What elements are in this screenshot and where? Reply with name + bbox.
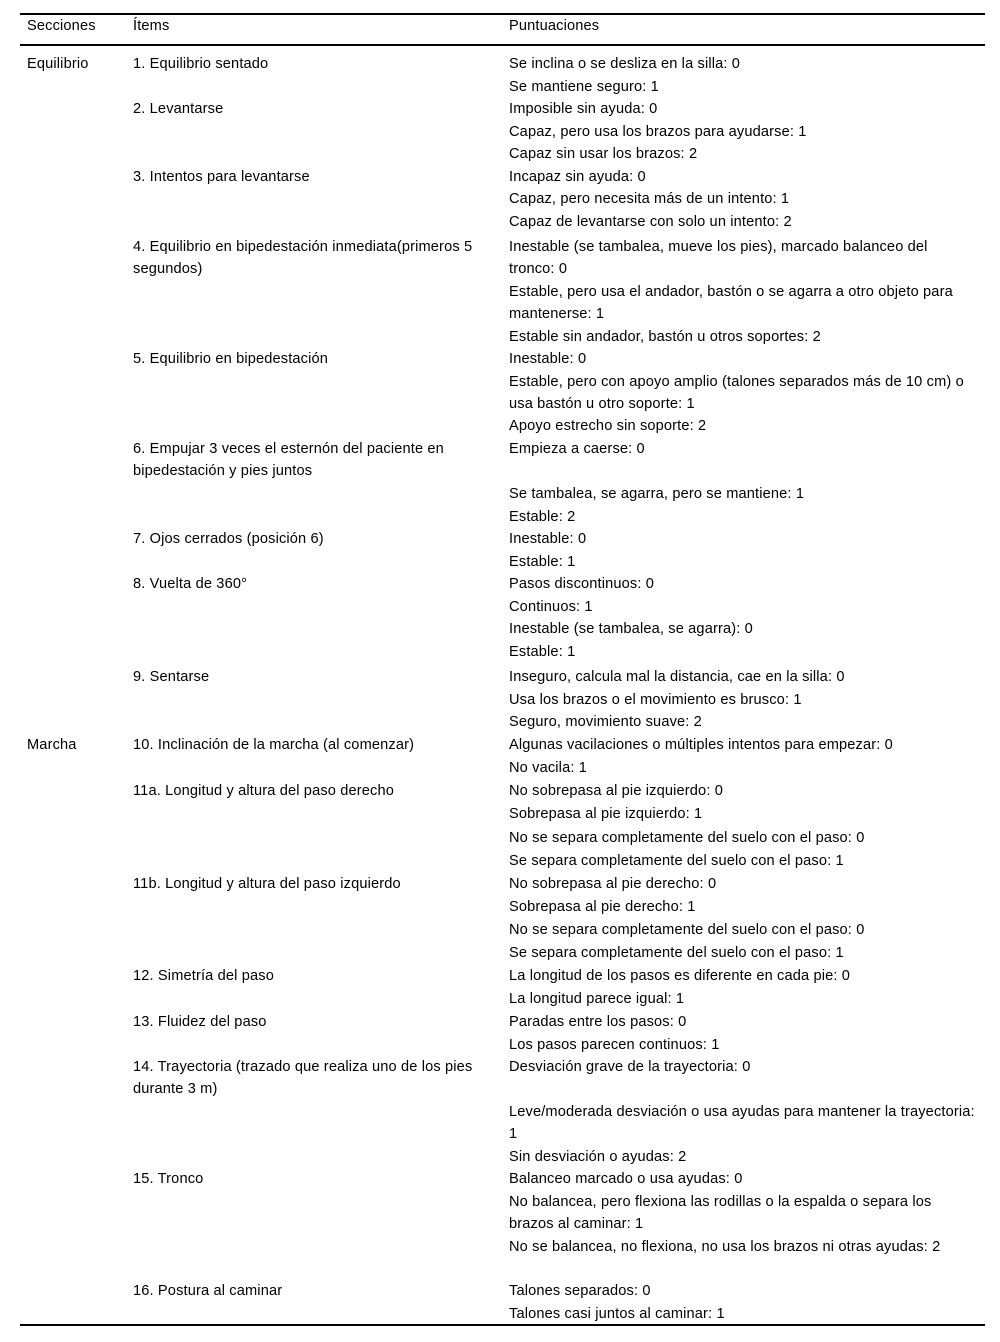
item-text: 8. Vuelta de 360° — [133, 576, 248, 592]
score-text: Capaz, pero usa los brazos para ayudarse: 1 — [509, 124, 807, 140]
item-text: 10. Inclinación de la marcha (al comenzar) — [133, 737, 415, 753]
score-text: Se mantiene seguro: 1 — [509, 79, 659, 95]
score-text: Inestable (se tambalea, se agarra): 0 — [509, 621, 753, 637]
score-text: Estable, pero usa el andador, bastón o se agarra a otro objeto para mantenerse: 1 — [509, 284, 958, 323]
score-text: No balancea, pero flexiona las rodillas o la espalda o separa los brazos al caminar: 1 — [509, 1194, 936, 1233]
score-text: Desviación grave de la trayectoria: 0 — [509, 1059, 751, 1075]
score-text: Inseguro, calcula mal la distancia, cae en la silla: 0 — [509, 669, 845, 685]
item-text: 3. Intentos para levantarse — [133, 169, 310, 185]
score-text: Talones separados: 0 — [509, 1283, 651, 1299]
score-text: Inestable: 0 — [509, 531, 587, 547]
score-text: Estable: 1 — [509, 644, 576, 660]
score-text: Capaz sin usar los brazos: 2 — [509, 146, 698, 162]
score-text: Pasos discontinuos: 0 — [509, 576, 655, 592]
item-text: 1. Equilibrio sentado — [133, 56, 269, 72]
section-label: Equilibrio — [27, 56, 89, 72]
score-text: Se separa completamente del suelo con el paso: 1 — [509, 945, 844, 961]
score-text: Inestable (se tambalea, mueve los pies), marcado balanceo del tronco: 0 — [509, 239, 932, 278]
score-text: Sobrepasa al pie derecho: 1 — [509, 899, 696, 915]
score-text: Empieza a caerse: 0 — [509, 441, 645, 457]
score-text: Sin desviación o ayudas: 2 — [509, 1149, 687, 1165]
score-text: La longitud parece igual: 1 — [509, 991, 685, 1007]
score-text: Estable: 2 — [509, 509, 576, 525]
score-text: No sobrepasa al pie izquierdo: 0 — [509, 783, 723, 799]
column-header-secciones: Secciones — [27, 18, 96, 34]
score-text: Estable, pero con apoyo amplio (talones separados más de 10 cm) o usa bastón u otro soporte: 1 — [509, 374, 969, 413]
item-text: 12. Simetría del paso — [133, 968, 274, 984]
item-text: 11b. Longitud y altura del paso izquierdo — [133, 876, 401, 892]
item-text: 14. Trayectoria (trazado que realiza uno de los pies durante 3 m) — [133, 1059, 477, 1098]
score-text: Leve/moderada desviación o usa ayudas para mantener la trayectoria: 1 — [509, 1104, 979, 1143]
item-text: 5. Equilibrio en bipedestación — [133, 351, 329, 367]
item-text: 11a. Longitud y altura del paso derecho — [133, 783, 394, 799]
score-text: Capaz de levantarse con solo un intento: 2 — [509, 214, 792, 230]
item-text: 9. Sentarse — [133, 669, 210, 685]
table-header-rule — [20, 44, 985, 46]
score-text: Algunas vacilaciones o múltiples intentos para empezar: 0 — [509, 737, 893, 753]
score-text: Estable: 1 — [509, 554, 576, 570]
column-header-puntuaciones: Puntuaciones — [509, 18, 600, 34]
score-text: La longitud de los pasos es diferente en cada pie: 0 — [509, 968, 851, 984]
section-label: Marcha — [27, 737, 77, 753]
score-text: Apoyo estrecho sin soporte: 2 — [509, 418, 707, 434]
score-text: Seguro, movimiento suave: 2 — [509, 714, 702, 730]
score-text: No se separa completamente del suelo con el paso: 0 — [509, 922, 865, 938]
item-text: 15. Tronco — [133, 1171, 204, 1187]
score-text: Talones casi juntos al caminar: 1 — [509, 1306, 725, 1322]
item-text: 7. Ojos cerrados (posición 6) — [133, 531, 324, 547]
score-text: Se inclina o se desliza en la silla: 0 — [509, 56, 741, 72]
score-text: Continuos: 1 — [509, 599, 593, 615]
score-text: Balanceo marcado o usa ayudas: 0 — [509, 1171, 743, 1187]
score-text: Sobrepasa al pie izquierdo: 1 — [509, 806, 703, 822]
score-text: Inestable: 0 — [509, 351, 587, 367]
column-header-items: Ítems — [133, 18, 170, 34]
score-text: Se separa completamente del suelo con el paso: 1 — [509, 853, 844, 869]
item-text: 2. Levantarse — [133, 101, 224, 117]
score-text: Capaz, pero necesita más de un intento: 1 — [509, 191, 790, 207]
score-text: No vacila: 1 — [509, 760, 587, 776]
item-text: 13. Fluidez del paso — [133, 1014, 267, 1030]
score-text: No se balancea, no flexiona, no usa los brazos ni otras ayudas: 2 — [509, 1239, 941, 1255]
score-text: Estable sin andador, bastón u otros soportes: 2 — [509, 329, 821, 345]
score-text: Incapaz sin ayuda: 0 — [509, 169, 646, 185]
item-text: 4. Equilibrio en bipedestación inmediata(primeros 5 segundos) — [133, 239, 477, 278]
score-text: Imposible sin ayuda: 0 — [509, 101, 658, 117]
score-text: Paradas entre los pasos: 0 — [509, 1014, 687, 1030]
score-text: Se tambalea, se agarra, pero se mantiene: 1 — [509, 486, 805, 502]
item-text: 16. Postura al caminar — [133, 1283, 283, 1299]
score-text: No sobrepasa al pie derecho: 0 — [509, 876, 717, 892]
score-text: Usa los brazos o el movimiento es brusco: 1 — [509, 692, 802, 708]
score-text: No se separa completamente del suelo con el paso: 0 — [509, 830, 865, 846]
score-text: Los pasos parecen continuos: 1 — [509, 1037, 720, 1053]
item-text: 6. Empujar 3 veces el esternón del paciente en bipedestación y pies juntos — [133, 441, 449, 480]
